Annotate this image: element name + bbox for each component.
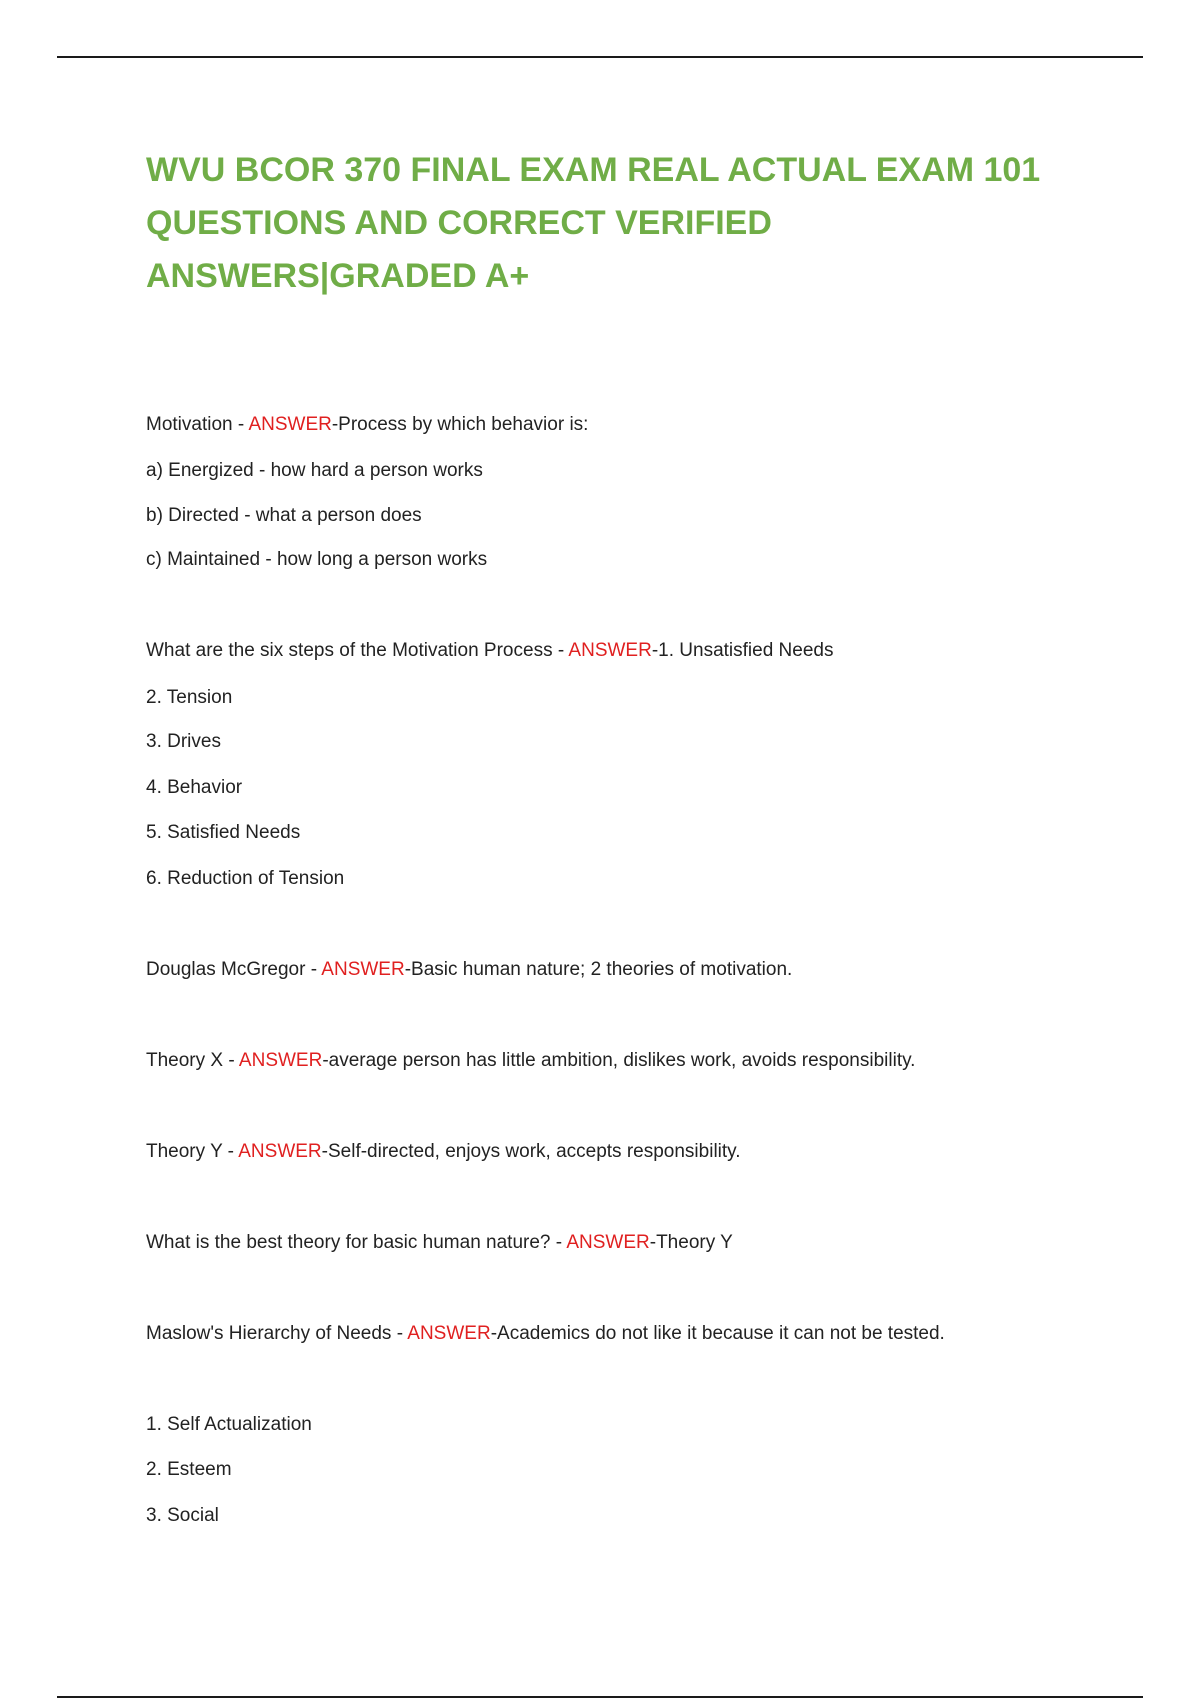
- term: What are the six steps of the Motivation Process -: [146, 640, 569, 661]
- qa-theory-x: [146, 1049, 915, 1073]
- top-rule: [57, 56, 1143, 58]
- answer-text: -Process by which behavior is:: [331, 414, 589, 435]
- term: Motivation -: [146, 414, 249, 435]
- term: Douglas McGregor -: [146, 959, 322, 980]
- document-title: [146, 144, 1106, 303]
- qa-maslow-hierarchy: [146, 1322, 945, 1346]
- title-line-3: ANSWERS|GRADED A+: [146, 257, 530, 295]
- list-item: 2. Tension: [146, 687, 233, 708]
- answer-text: -Theory Y: [649, 1232, 733, 1253]
- list-item: b) Directed - what a person does: [146, 505, 422, 526]
- qa-douglas-mcgregor: [146, 958, 792, 982]
- answer-label: ANSWER: [407, 1323, 491, 1344]
- answer-label: ANSWER: [568, 640, 652, 661]
- list-item: 3. Social: [146, 1505, 219, 1526]
- qa-motivation: [146, 413, 588, 437]
- list-item: 1. Self Actualization: [146, 1414, 312, 1435]
- answer-label: ANSWER: [248, 414, 332, 435]
- qa-theory-y: [146, 1140, 741, 1164]
- qa-best-theory: [146, 1231, 733, 1255]
- list-item: 4. Behavior: [146, 777, 243, 798]
- answer-text: -Basic human nature; 2 theories of motivation.: [404, 959, 793, 980]
- list-item: 3. Drives: [146, 731, 221, 752]
- qa-motivation-process: [146, 639, 833, 663]
- term: What is the best theory for basic human nature? -: [146, 1232, 567, 1253]
- title-line-2: QUESTIONS AND CORRECT VERIFIED: [146, 204, 772, 242]
- list-item: c) Maintained - how long a person works: [146, 549, 488, 570]
- answer-text: -Self-directed, enjoys work, accepts responsibility.: [321, 1141, 741, 1162]
- title-line-1: WVU BCOR 370 FINAL EXAM REAL ACTUAL EXAM 101: [146, 151, 1041, 189]
- answer-text: -Academics do not like it because it can not be tested.: [490, 1323, 945, 1344]
- answer-label: ANSWER: [238, 1050, 323, 1071]
- list-item: 6. Reduction of Tension: [146, 868, 345, 889]
- answer-label: ANSWER: [321, 959, 405, 980]
- bottom-rule: [57, 1696, 1143, 1698]
- term: Maslow's Hierarchy of Needs -: [146, 1323, 408, 1344]
- answer-text: -1. Unsatisfied Needs: [651, 640, 834, 661]
- list-item: 2. Esteem: [146, 1459, 232, 1480]
- answer-label: ANSWER: [238, 1141, 322, 1162]
- list-item: a) Energized - how hard a person works: [146, 460, 483, 481]
- term: Theory Y -: [146, 1141, 239, 1162]
- list-item: 5. Satisfied Needs: [146, 822, 301, 843]
- answer-text: -average person has little ambition, dislikes work, avoids responsibility.: [322, 1050, 916, 1071]
- term: Theory X -: [146, 1050, 239, 1071]
- answer-label: ANSWER: [566, 1232, 650, 1253]
